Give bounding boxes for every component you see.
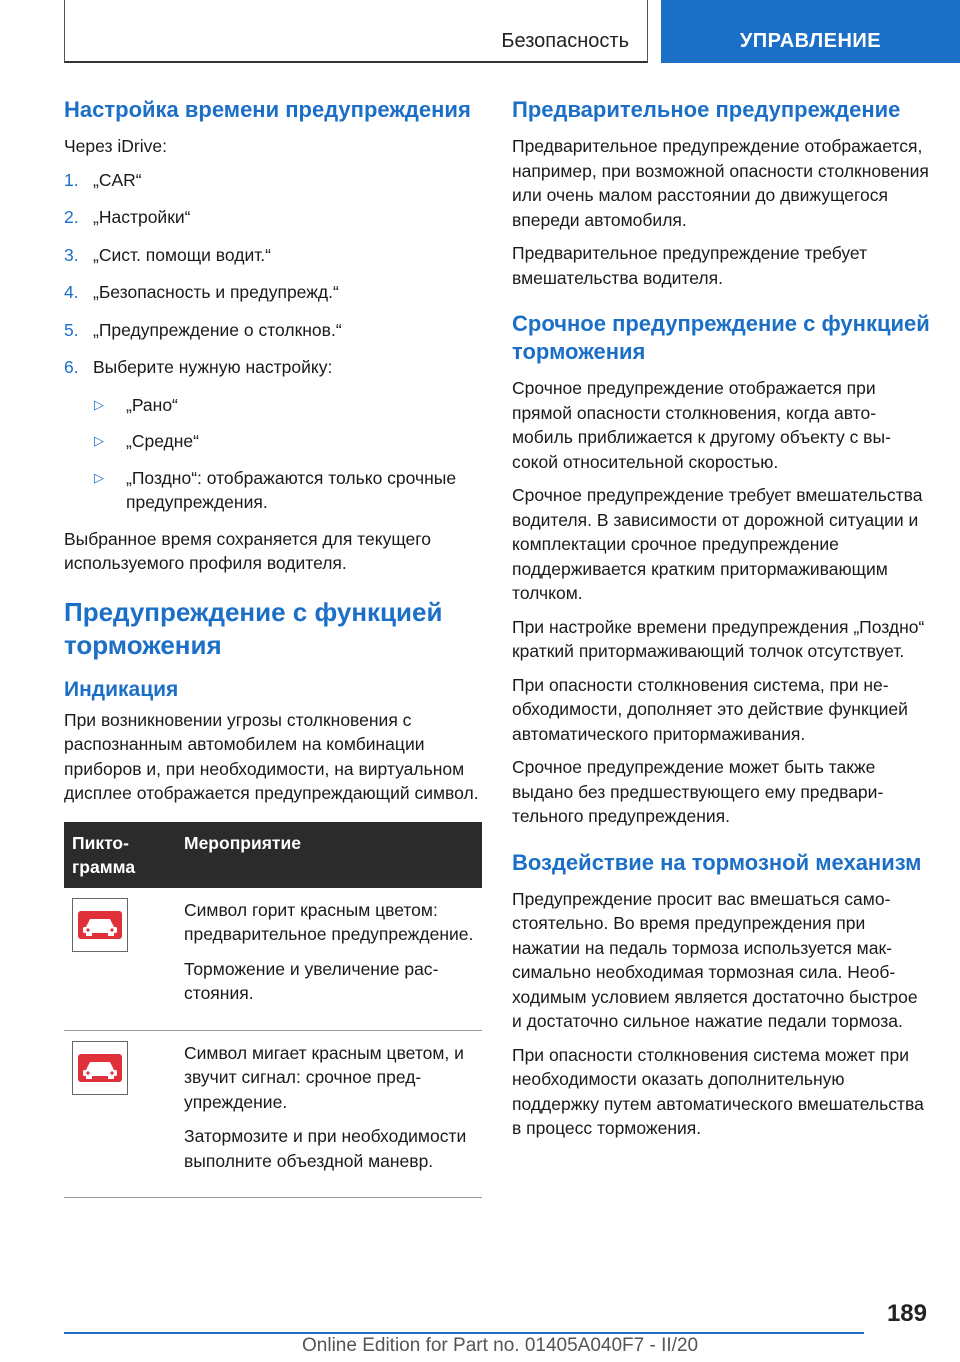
- urgent-text-1: Срочное предупреждение отображается при прямой опасности столкновения, когда автомобиль приближается к другому объекту с высокой относительной скоростью.: [512, 378, 891, 472]
- measure-cell: [176, 1030, 482, 1198]
- right-column: [512, 96, 930, 1150]
- measure-text: Символ горит красным цветом: предварительное предупреждение.: [184, 899, 474, 944]
- page-number: 189: [886, 1300, 927, 1327]
- col-pictogram: Пиктограмма: [64, 822, 176, 888]
- urgent-text-2: Срочное предупреждение требует вмешательства водителя. В зависимости от дорожной ситуации и комплектации срочное предупреждение поддерживается кратким притормаживающим толчком.: [512, 485, 923, 603]
- heading-urgent-warning: Срочное предупреждение с функцией торможения: [512, 311, 930, 364]
- triangle-bullet-icon: ▷: [94, 469, 104, 485]
- chapter-tab: [661, 0, 960, 63]
- footer-rule: [64, 1332, 864, 1334]
- option-item: [64, 466, 482, 515]
- option-text: „Поздно“: отображаются только срочные предупреждения.: [126, 467, 457, 512]
- car-warning-icon: [72, 898, 128, 952]
- pre-warning-text-2: Предварительное предупреждение требует вмешательства водителя.: [512, 243, 868, 288]
- car-warning-flashing-icon: [72, 1041, 128, 1095]
- step-item: [64, 243, 482, 268]
- chapter-title: УПРАВЛЕНИЕ: [739, 30, 882, 52]
- measure-cell: [176, 888, 482, 1031]
- col-measure: Мероприятие: [176, 822, 482, 888]
- option-item: [64, 429, 482, 454]
- step-text: „Предупреждение о столкнов.“: [93, 319, 342, 340]
- edition-text: Online Edition for Part no. 01405A040F7 - II/20: [302, 1335, 699, 1356]
- step-text: „CAR“: [93, 169, 142, 190]
- pictogram-cell: [64, 888, 176, 1031]
- page-header: [64, 0, 960, 63]
- measure-text: Затормозите и при необходимости выполните объездной маневр.: [184, 1126, 467, 1171]
- step-item: [64, 168, 482, 193]
- brake-text-1: Предупреждение просит вас вмешаться самостоятельно. Во время предупреждения при нажатии на педаль тормоза используется максимально необходимая тормозная сила. Необходимым условием является достаточно быстрое и достаточно сильное нажатие педали тормоза.: [512, 888, 918, 1031]
- options-list: [64, 393, 482, 515]
- steps-list: [64, 168, 482, 380]
- via-idrive-text: Через iDrive:: [64, 136, 167, 156]
- table-row: [64, 1030, 482, 1198]
- heading-indication: Индикация: [64, 677, 179, 701]
- step-item: [64, 355, 482, 380]
- step-text: „Настройки“: [93, 207, 191, 227]
- option-item: [64, 393, 482, 418]
- step-number: 2.: [64, 207, 79, 227]
- table-row: [64, 888, 482, 1031]
- section-tab: [64, 0, 648, 63]
- measure-text: Символ мигает красным цветом, и звучит сигнал: срочное предупреждение.: [184, 1042, 464, 1112]
- heading-warning-timing: Настройка времени предупреждения: [64, 97, 471, 122]
- heading-brake-action: Воздействие на тормозной механизм: [512, 849, 922, 875]
- step-number: 6.: [64, 357, 79, 377]
- triangle-bullet-icon: ▷: [94, 396, 104, 412]
- section-title: Безопасность: [501, 30, 629, 52]
- heading-pre-warning: Предварительное предупреждение: [512, 97, 901, 122]
- heading-brake-warning: Предупреждение с функцией торможения: [64, 596, 443, 660]
- step-item: [64, 280, 482, 305]
- option-text: „Средне“: [126, 431, 199, 451]
- step-number: 4.: [64, 282, 79, 302]
- step-text: Выберите нужную настройку:: [93, 357, 333, 377]
- triangle-bullet-icon: ▷: [94, 433, 104, 448]
- step-text: „Сист. помощи водит.“: [93, 244, 271, 265]
- urgent-text-3: При настройке времени предупреждения „Поздно“ краткий притормаживающий толчок отсутствует.: [512, 616, 925, 661]
- option-text: „Рано“: [126, 394, 178, 415]
- left-column: [64, 96, 482, 1198]
- pre-warning-text-1: Предварительное предупреждение отображается, например, при возможной опасности столкновения или очень малом расстоянии до движущегося впереди автомобиля.: [512, 136, 929, 230]
- measure-text: Торможение и увеличение расстояния.: [184, 958, 439, 1003]
- step-item: [64, 205, 482, 230]
- step-number: 1.: [64, 169, 79, 190]
- urgent-text-5: Срочное предупреждение может быть также выдано без предшествующего ему предварительного предупреждения.: [512, 757, 884, 826]
- indication-text: При возникновении угрозы столкновения с распознанным автомобилем на комбинации приборов и, при необходимости, на виртуальном дисплее отображается предупреждающий символ.: [64, 709, 479, 803]
- step-number: 5.: [64, 319, 79, 340]
- pictogram-table: [64, 822, 482, 1199]
- step-text: „Безопасность и предупрежд.“: [93, 282, 339, 302]
- step-number: 3.: [64, 244, 79, 265]
- saved-note: Выбранное время сохраняется для текущего используемого профиля водителя.: [64, 528, 432, 573]
- step-item: [64, 318, 482, 343]
- brake-text-2: При опасности столкновения система может при необходимости оказать дополнительную поддержку путем автоматического вмешательства в процесс торможения.: [512, 1044, 924, 1138]
- urgent-text-4: При опасности столкновения система, при необходимости, дополняет это действие функцией автоматического притормаживания.: [512, 674, 908, 744]
- pictogram-cell: [64, 1030, 176, 1198]
